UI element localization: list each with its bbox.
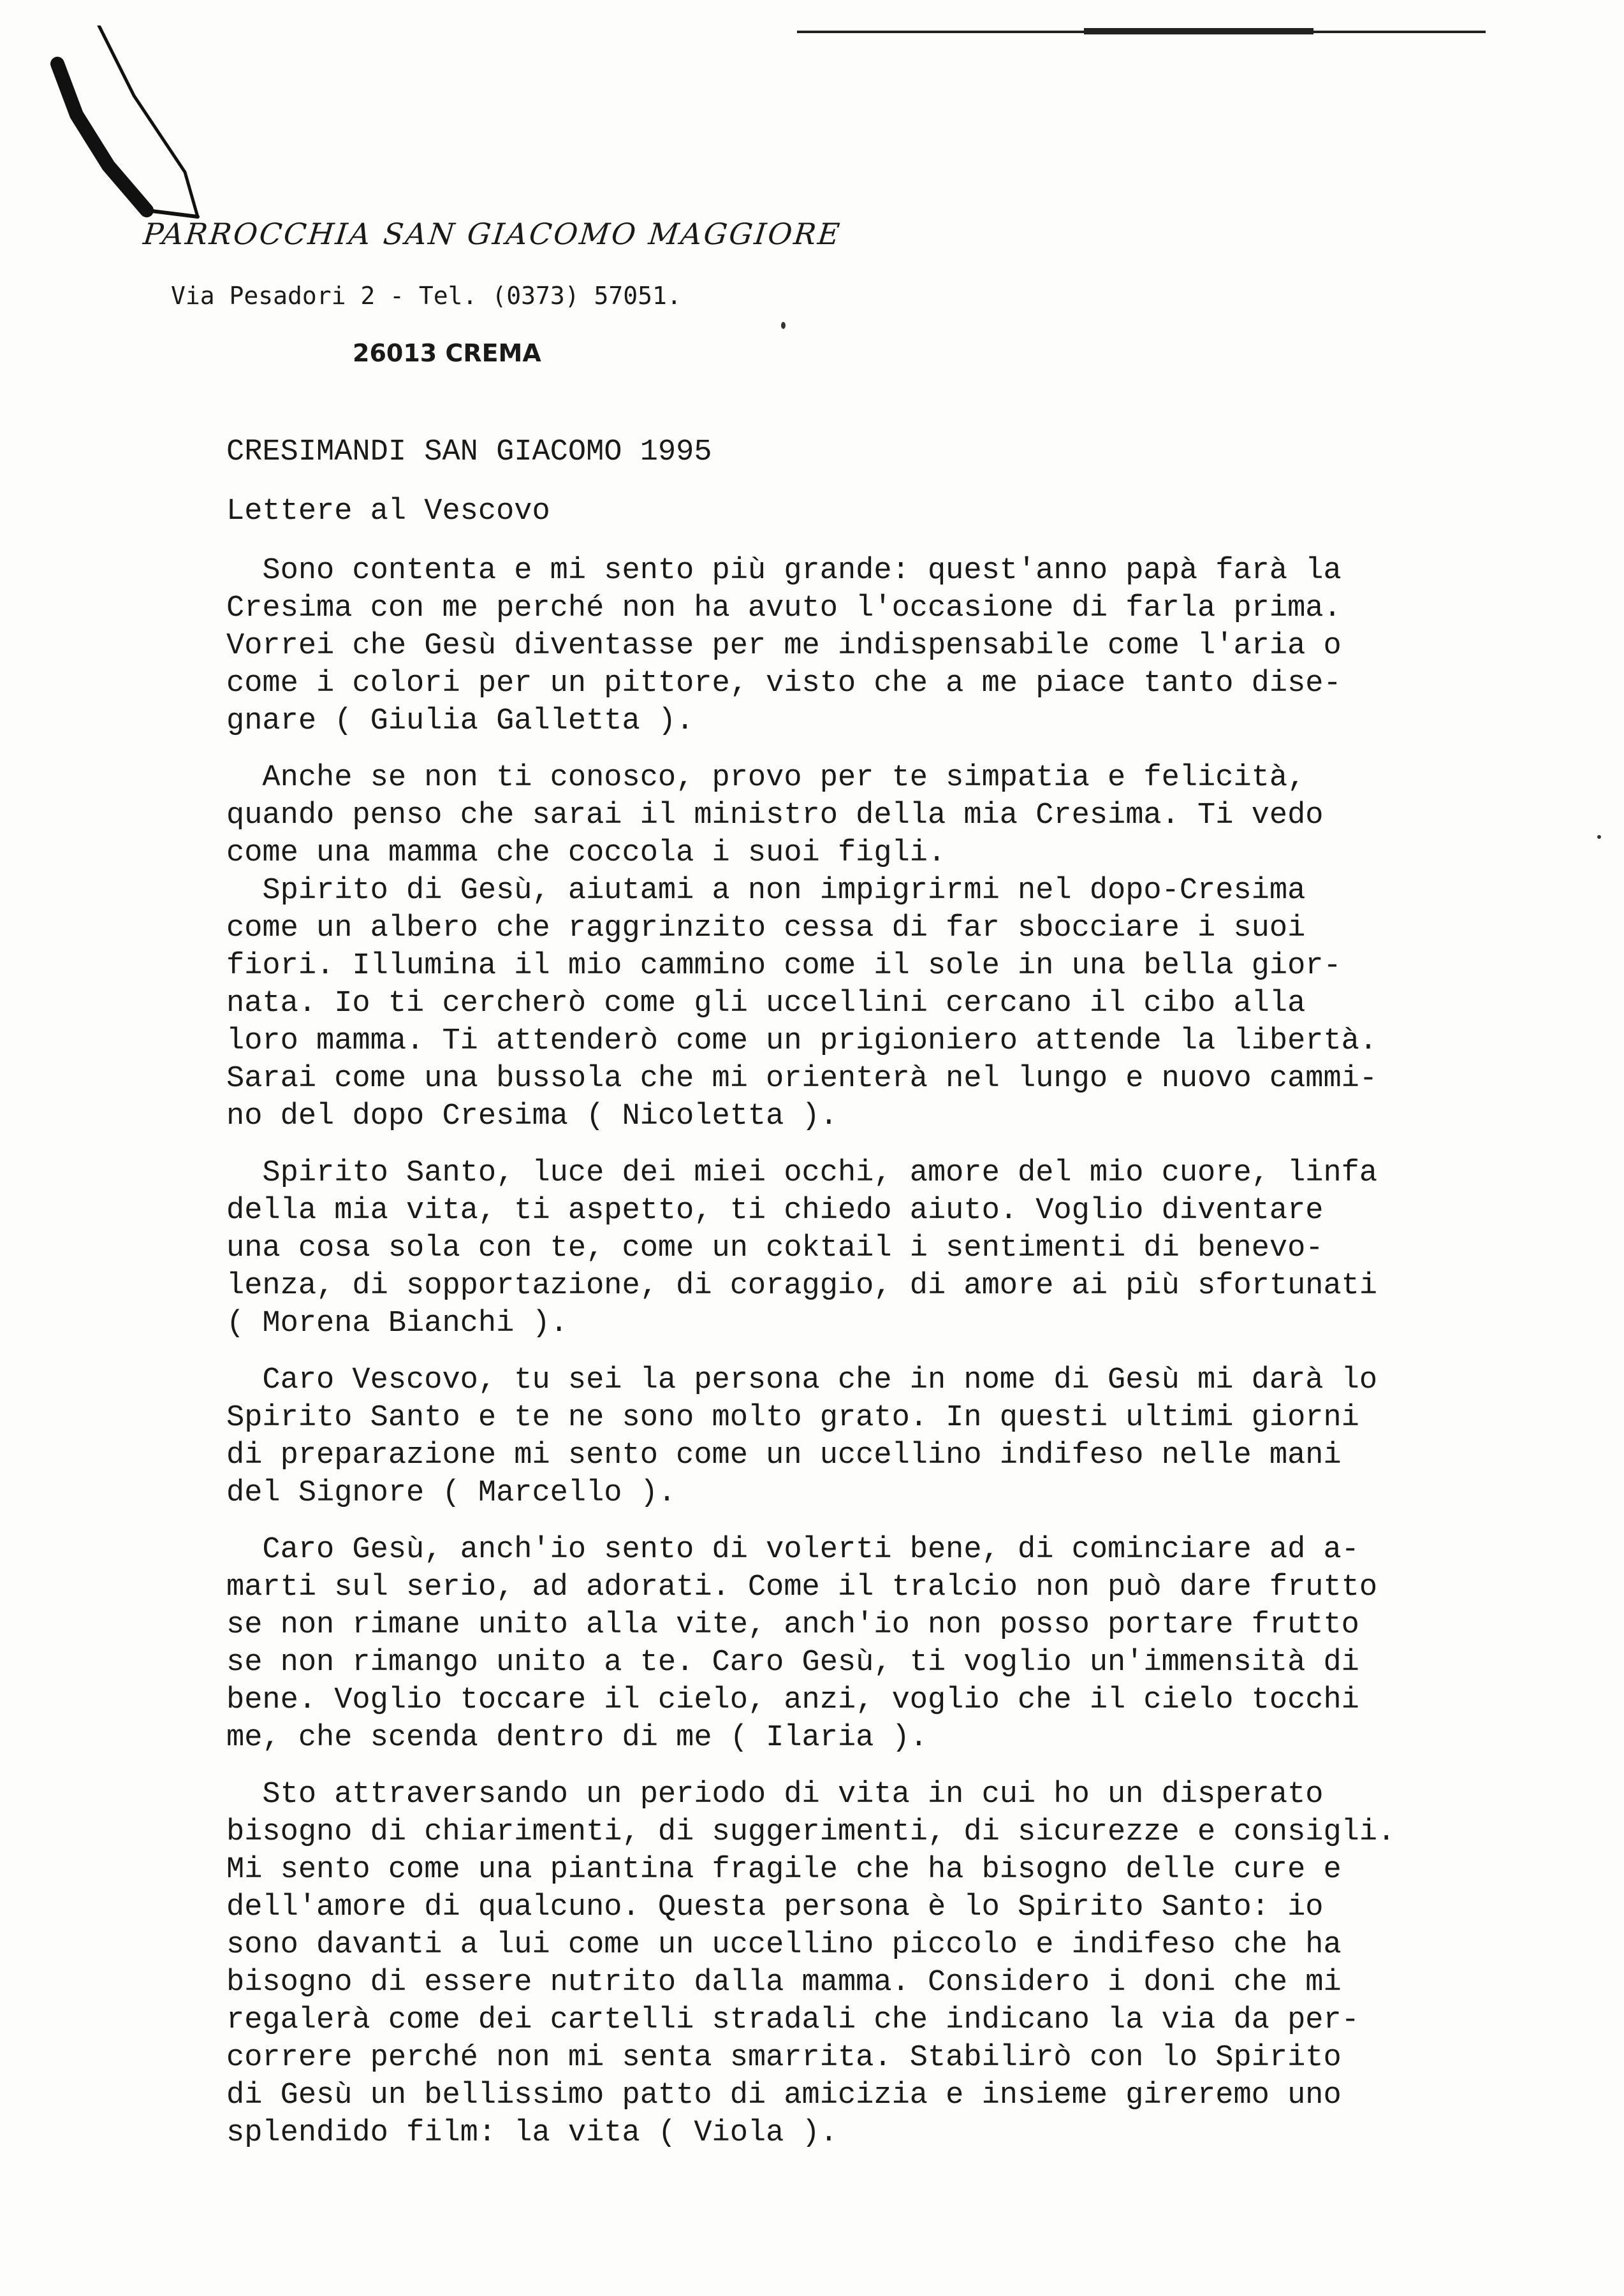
letter-paragraph — [226, 1531, 1502, 1757]
text-line: dell'amore di qualcuno. Questa persona è lo Spirito Santo: io — [226, 1891, 1324, 1924]
letter-paragraph — [226, 872, 1502, 1135]
text-line: come un albero che raggrinzito cessa di far sbocciare i suoi — [226, 912, 1306, 945]
document-title: CRESIMANDI SAN GIACOMO 1995 — [226, 435, 712, 469]
letter-paragraph — [226, 1154, 1502, 1342]
text-line: sono davanti a lui come un uccellino piccolo e indifeso che ha — [226, 1928, 1342, 1962]
parish-address: Via Pesadori 2 - Tel. (0373) 57051. — [171, 282, 682, 310]
document-subtitle: Lettere al Vescovo — [226, 495, 550, 528]
letter-paragraph — [226, 1776, 1502, 2152]
text-line: Mi sento come una piantina fragile che ha bisogno delle cure e — [226, 1853, 1342, 1887]
text-line: Sarai come una bussola che mi orienterà nel lungo e nuovo cammi- — [226, 1062, 1378, 1096]
text-line: Sono contenta e mi sento più grande: quest'anno papà farà la — [226, 554, 1342, 588]
text-line: Vorrei che Gesù diventasse per me indispensabile come l'aria o — [226, 629, 1342, 663]
text-line: Spirito di Gesù, aiutami a non impigrirmi nel dopo-Cresima — [226, 874, 1306, 908]
text-line: quando penso che sarai il ministro della mia Cresima. Ti vedo — [226, 799, 1324, 832]
text-line: se non rimane unito alla vite, anch'io non posso portare frutto — [226, 1608, 1359, 1642]
parish-city: 26013 CREMA — [353, 339, 541, 367]
text-line: Spirito Santo e te ne sono molto grato. In questi ultimi giorni — [226, 1401, 1359, 1435]
text-line: regalerà come dei cartelli stradali che indicano la via da per- — [226, 2003, 1359, 2037]
text-line: Sto attraversando un periodo di vita in cui ho un disperato — [226, 1778, 1324, 1812]
text-line: me, che scenda dentro di me ( Ilaria ). — [226, 1721, 928, 1755]
text-line: gnare ( Giulia Galletta ). — [226, 704, 694, 738]
letterhead-stamp — [0, 0, 1624, 382]
text-line: lenza, di sopportazione, di coraggio, di amore ai più sfortunati — [226, 1269, 1378, 1303]
parish-name: PARROCCHIA SAN GIACOMO MAGGIORE — [142, 217, 844, 251]
text-line: loro mamma. Ti attenderò come un prigioniero attende la libertà. — [226, 1024, 1378, 1058]
text-line: di Gesù un bellissimo patto di amicizia e insieme gireremo uno — [226, 2079, 1342, 2112]
text-line: come una mamma che coccola i suoi figli. — [226, 836, 946, 870]
text-line: bisogno di chiarimenti, di suggerimenti, di sicurezze e consigli. — [226, 1815, 1396, 1849]
text-line: splendido film: la vita ( Viola ). — [226, 2116, 838, 2150]
text-line: nata. Io ti cercherò come gli uccellini cercano il cibo alla — [226, 987, 1306, 1021]
text-line: marti sul serio, ad adorati. Come il tralcio non può dare frutto — [226, 1571, 1378, 1604]
letter-paragraph — [226, 1362, 1502, 1512]
text-line: ( Morena Bianchi ). — [226, 1307, 568, 1341]
text-line: correre perché non mi senta smarrita. Stabilirò con lo Spirito — [226, 2041, 1342, 2075]
text-line: Caro Gesù, anch'io sento di volerti bene, di cominciare ad a- — [226, 1533, 1359, 1567]
text-line: Spirito Santo, luce dei miei occhi, amore del mio cuore, linfa — [226, 1156, 1378, 1190]
text-line: bene. Voglio toccare il cielo, anzi, voglio che il cielo tocchi — [226, 1683, 1359, 1717]
text-line: di preparazione mi sento come un uccellino indifeso nelle mani — [226, 1439, 1342, 1472]
document-body — [226, 433, 1502, 2171]
text-line: fiori. Illumina il mio cammino come il sole in una bella gior- — [226, 949, 1342, 983]
scan-speck — [1597, 835, 1601, 839]
letter-paragraph — [226, 552, 1502, 740]
text-line: bisogno di essere nutrito dalla mamma. Considero i doni che mi — [226, 1966, 1342, 2000]
text-line: del Signore ( Marcello ). — [226, 1476, 677, 1510]
text-line: Caro Vescovo, tu sei la persona che in nome di Gesù mi darà lo — [226, 1363, 1378, 1397]
text-line: come i colori per un pittore, visto che a me piace tanto dise- — [226, 667, 1342, 701]
text-line: Cresima con me perché non ha avuto l'occasione di farla prima. — [226, 592, 1342, 625]
text-line: Anche se non ti conosco, provo per te simpatia e felicità, — [226, 761, 1306, 795]
letter-paragraph — [226, 759, 1502, 872]
text-line: se non rimango unito a te. Caro Gesù, ti voglio un'immensità di — [226, 1646, 1359, 1680]
text-line: della mia vita, ti aspetto, ti chiedo aiuto. Voglio diventare — [226, 1194, 1324, 1228]
text-line: no del dopo Cresima ( Nicoletta ). — [226, 1100, 838, 1133]
text-line: una cosa sola con te, come un coktail i sentimenti di benevo- — [226, 1232, 1324, 1265]
